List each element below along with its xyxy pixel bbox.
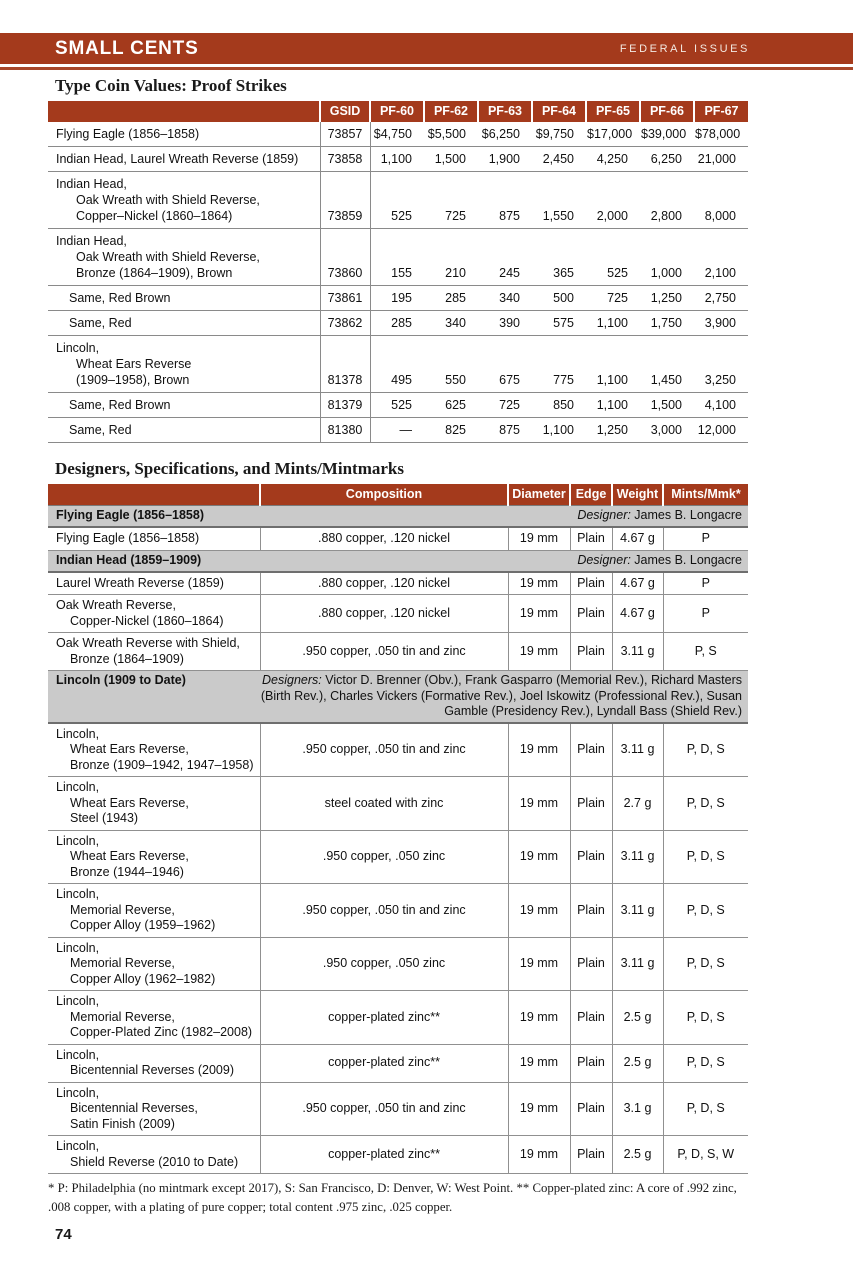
spec-header-row bbox=[48, 484, 748, 506]
coin-name-line: Oak Wreath Reverse, bbox=[56, 598, 176, 612]
value-cell: 3,250 bbox=[694, 336, 748, 393]
value-cell: 340 bbox=[424, 311, 478, 336]
coin-name-cell bbox=[48, 393, 320, 418]
mints-cell: P, D, S bbox=[663, 723, 748, 777]
coin-name-line: Shield Reverse (2010 to Date) bbox=[70, 1154, 239, 1169]
value-cell: 2,000 bbox=[586, 172, 640, 229]
content-column bbox=[48, 76, 748, 1217]
coin-name-cell bbox=[48, 937, 260, 991]
value-cell: 575 bbox=[532, 311, 586, 336]
gsid-cell: 73862 bbox=[320, 311, 370, 336]
coin-name-cell bbox=[48, 286, 320, 311]
spec-data-row bbox=[48, 884, 748, 938]
coin-name-cell bbox=[48, 1136, 260, 1174]
spec-band-cell bbox=[48, 671, 748, 723]
coin-name-line: Lincoln, bbox=[56, 1047, 100, 1062]
value-cell: $4,750 bbox=[370, 122, 424, 147]
proof-header-cell: GSID bbox=[320, 101, 370, 122]
value-cell: 1,000 bbox=[640, 229, 694, 286]
weight-cell: 3.11 g bbox=[612, 830, 663, 884]
spec-header-cell: Diameter bbox=[508, 484, 570, 506]
coin-name-line: Lincoln, bbox=[56, 726, 100, 741]
spec-header-cell: Mints/Mmk* bbox=[663, 484, 748, 506]
value-cell: 6,250 bbox=[640, 147, 694, 172]
coin-name-line: Wheat Ears Reverse bbox=[76, 357, 192, 371]
diameter-cell: 19 mm bbox=[508, 572, 570, 595]
gsid-cell: 81378 bbox=[320, 336, 370, 393]
diameter-cell: 19 mm bbox=[508, 991, 570, 1045]
mints-cell: P bbox=[663, 572, 748, 595]
weight-cell: 4.67 g bbox=[612, 572, 663, 595]
value-cell: 1,100 bbox=[586, 311, 640, 336]
coin-name-cell bbox=[48, 122, 320, 147]
mints-cell: P, D, S bbox=[663, 991, 748, 1045]
value-cell: 3,000 bbox=[640, 418, 694, 443]
value-cell: 2,800 bbox=[640, 172, 694, 229]
coin-name-cell bbox=[48, 527, 260, 550]
weight-cell: 4.67 g bbox=[612, 527, 663, 550]
spec-header-cell: Weight bbox=[612, 484, 663, 506]
value-cell: 2,450 bbox=[532, 147, 586, 172]
coin-name-line: Memorial Reverse, bbox=[70, 956, 175, 970]
coin-name-cell bbox=[48, 336, 320, 393]
weight-cell: 2.7 g bbox=[612, 777, 663, 831]
spec-band-content bbox=[48, 508, 742, 524]
diameter-cell: 19 mm bbox=[508, 1082, 570, 1136]
spec-band-designer: Designer: James B. Longacre bbox=[577, 508, 742, 522]
value-cell: 1,450 bbox=[640, 336, 694, 393]
composition-cell: copper-plated zinc** bbox=[260, 991, 508, 1045]
diameter-cell: 19 mm bbox=[508, 1044, 570, 1082]
spec-data-row bbox=[48, 572, 748, 595]
value-cell: 1,550 bbox=[532, 172, 586, 229]
spec-data-row bbox=[48, 830, 748, 884]
proof-header-cell: PF-64 bbox=[532, 101, 586, 122]
mints-cell: P, D, S bbox=[663, 1044, 748, 1082]
coin-name-line: Laurel Wreath Reverse (1859) bbox=[56, 575, 224, 590]
diameter-cell: 19 mm bbox=[508, 595, 570, 633]
composition-cell: steel coated with zinc bbox=[260, 777, 508, 831]
mints-cell: P, D, S bbox=[663, 937, 748, 991]
proof-header-cell: PF-65 bbox=[586, 101, 640, 122]
value-cell: 1,500 bbox=[640, 393, 694, 418]
value-cell: 340 bbox=[478, 286, 532, 311]
mints-cell: P bbox=[663, 595, 748, 633]
coin-name-line: Bronze (1864–1909), Brown bbox=[76, 266, 233, 280]
banner-title: SMALL CENTS bbox=[55, 37, 199, 59]
value-cell: 155 bbox=[370, 229, 424, 286]
value-cell: 12,000 bbox=[694, 418, 748, 443]
coin-name-line: Copper Alloy (1959–1962) bbox=[70, 918, 216, 932]
spec-band-designer: Designers: Victor D. Brenner (Obv.), Frank Gasparro (Memorial Rev.), Richard Masters (Birth Rev.), Charles Vickers (Formative Rev.), Joel Iskowitz (Professional Rev.), Susan Gamble (Presidency Rev.), Lyndall Bass (Shield Rev.) bbox=[260, 673, 742, 718]
spec-data-row bbox=[48, 1082, 748, 1136]
coin-name-cell bbox=[48, 830, 260, 884]
gsid-cell: 73860 bbox=[320, 229, 370, 286]
value-cell: 675 bbox=[478, 336, 532, 393]
coin-name-line: Same, Red bbox=[69, 423, 132, 437]
proof-table-body bbox=[48, 122, 748, 443]
coin-name-cell bbox=[48, 991, 260, 1045]
diameter-cell: 19 mm bbox=[508, 884, 570, 938]
mints-cell: P, D, S, W bbox=[663, 1136, 748, 1174]
composition-cell: .950 copper, .050 tin and zinc bbox=[260, 884, 508, 938]
coin-name-line: (1909–1958), Brown bbox=[76, 373, 190, 387]
weight-cell: 3.11 g bbox=[612, 884, 663, 938]
coin-name-line: Indian Head, bbox=[56, 234, 127, 248]
coin-name-line: Copper Alloy (1962–1982) bbox=[70, 971, 216, 986]
coin-name-line: Oak Wreath Reverse with Shield, bbox=[56, 636, 240, 650]
value-cell: 550 bbox=[424, 336, 478, 393]
coin-name-cell bbox=[48, 595, 260, 633]
spec-band-designer: Designer: James B. Longacre bbox=[577, 552, 742, 567]
coin-name-line: Bronze (1909–1942, 1947–1958) bbox=[70, 757, 254, 772]
mints-cell: P, D, S bbox=[663, 1082, 748, 1136]
composition-cell: .880 copper, .120 nickel bbox=[260, 572, 508, 595]
coin-name-cell bbox=[48, 311, 320, 336]
weight-cell: 2.5 g bbox=[612, 991, 663, 1045]
coin-name-line: Lincoln, bbox=[56, 1085, 100, 1100]
spec-band-content bbox=[48, 553, 742, 569]
coin-name-line: Satin Finish (2009) bbox=[70, 1116, 175, 1131]
spec-data-row bbox=[48, 937, 748, 991]
spec-band-label: Indian Head (1859–1909) bbox=[56, 552, 202, 567]
value-cell: 725 bbox=[586, 286, 640, 311]
coin-name-cell bbox=[48, 777, 260, 831]
banner-rule bbox=[0, 67, 853, 70]
value-cell: 285 bbox=[370, 311, 424, 336]
value-cell: 1,250 bbox=[586, 418, 640, 443]
coin-name-line: Steel (1943) bbox=[70, 811, 139, 825]
composition-cell: .950 copper, .050 tin and zinc bbox=[260, 1082, 508, 1136]
spec-band-label: Flying Eagle (1856–1858) bbox=[56, 508, 204, 522]
composition-cell: .950 copper, .050 zinc bbox=[260, 937, 508, 991]
spec-band-cell bbox=[48, 550, 748, 572]
weight-cell: 4.67 g bbox=[612, 595, 663, 633]
coin-name-line: Lincoln, bbox=[56, 780, 100, 794]
value-cell: 525 bbox=[586, 229, 640, 286]
coin-name-cell bbox=[48, 147, 320, 172]
coin-name-line: Wheat Ears Reverse, bbox=[70, 849, 189, 863]
coin-name-line: Lincoln, bbox=[56, 341, 100, 355]
spec-data-row bbox=[48, 777, 748, 831]
page-banner bbox=[0, 33, 853, 64]
value-cell: 285 bbox=[424, 286, 478, 311]
coin-name-line: Indian Head, Laurel Wreath Reverse (1859) bbox=[56, 152, 299, 166]
coin-name-line: Flying Eagle (1856–1858) bbox=[56, 531, 200, 545]
coin-name-line: Wheat Ears Reverse, bbox=[70, 742, 189, 756]
designer-prefix: Designer: bbox=[577, 552, 631, 567]
composition-cell: .950 copper, .050 tin and zinc bbox=[260, 633, 508, 671]
mints-cell: P, D, S bbox=[663, 884, 748, 938]
mints-cell: P, D, S bbox=[663, 830, 748, 884]
value-cell: 1,100 bbox=[532, 418, 586, 443]
value-cell: 1,500 bbox=[424, 147, 478, 172]
coin-name-cell bbox=[48, 723, 260, 777]
edge-cell: Plain bbox=[570, 527, 612, 550]
proof-section-title: Type Coin Values: Proof Strikes bbox=[55, 76, 287, 95]
coin-name-line: Same, Red Brown bbox=[69, 398, 171, 412]
value-cell: 625 bbox=[424, 393, 478, 418]
coin-name-cell bbox=[48, 572, 260, 595]
edge-cell: Plain bbox=[570, 937, 612, 991]
diameter-cell: 19 mm bbox=[508, 777, 570, 831]
spec-band-row bbox=[48, 550, 748, 572]
diameter-cell: 19 mm bbox=[508, 527, 570, 550]
spec-data-row bbox=[48, 527, 748, 550]
value-cell: 525 bbox=[370, 393, 424, 418]
value-cell: 210 bbox=[424, 229, 478, 286]
weight-cell: 3.1 g bbox=[612, 1082, 663, 1136]
proof-table-head bbox=[48, 101, 748, 122]
value-cell: 390 bbox=[478, 311, 532, 336]
value-cell: 1,100 bbox=[370, 147, 424, 172]
coin-name-line: Bicentennial Reverses, bbox=[70, 1101, 198, 1115]
composition-cell: .880 copper, .120 nickel bbox=[260, 527, 508, 550]
coin-name-line: Indian Head, bbox=[56, 177, 127, 191]
coin-name-cell bbox=[48, 633, 260, 671]
edge-cell: Plain bbox=[570, 633, 612, 671]
coin-name-line: Wheat Ears Reverse, bbox=[70, 795, 189, 810]
value-cell: 365 bbox=[532, 229, 586, 286]
value-cell: 245 bbox=[478, 229, 532, 286]
coin-name-cell bbox=[48, 229, 320, 286]
value-cell: 195 bbox=[370, 286, 424, 311]
value-cell: 825 bbox=[424, 418, 478, 443]
value-cell: 725 bbox=[478, 393, 532, 418]
spec-table-body bbox=[48, 506, 748, 1174]
spec-data-row bbox=[48, 633, 748, 671]
gsid-cell: 73861 bbox=[320, 286, 370, 311]
value-cell: 2,750 bbox=[694, 286, 748, 311]
value-cell: $5,500 bbox=[424, 122, 478, 147]
edge-cell: Plain bbox=[570, 884, 612, 938]
value-cell: 495 bbox=[370, 336, 424, 393]
edge-cell: Plain bbox=[570, 595, 612, 633]
diameter-cell: 19 mm bbox=[508, 830, 570, 884]
proof-table-row bbox=[48, 147, 748, 172]
spec-band-content bbox=[48, 673, 742, 720]
coin-name-line: Bicentennial Reverses (2009) bbox=[70, 1063, 234, 1077]
value-cell: 525 bbox=[370, 172, 424, 229]
proof-table-row bbox=[48, 418, 748, 443]
coin-name-line: Bronze (1944–1946) bbox=[70, 864, 184, 879]
value-cell: 1,250 bbox=[640, 286, 694, 311]
value-cell: 1,100 bbox=[586, 393, 640, 418]
edge-cell: Plain bbox=[570, 991, 612, 1045]
coin-name-line: Oak Wreath with Shield Reverse, bbox=[76, 250, 260, 264]
spec-data-row bbox=[48, 723, 748, 777]
coin-name-line: Copper-Plated Zinc (1982–2008) bbox=[70, 1025, 253, 1039]
coin-name-line: Lincoln, bbox=[56, 833, 100, 848]
spec-data-row bbox=[48, 991, 748, 1045]
edge-cell: Plain bbox=[570, 1044, 612, 1082]
value-cell: 21,000 bbox=[694, 147, 748, 172]
weight-cell: 2.5 g bbox=[612, 1044, 663, 1082]
proof-header-cell: PF-62 bbox=[424, 101, 478, 122]
value-cell: 725 bbox=[424, 172, 478, 229]
value-cell: 850 bbox=[532, 393, 586, 418]
value-cell: 1,750 bbox=[640, 311, 694, 336]
value-cell: 775 bbox=[532, 336, 586, 393]
spec-data-row bbox=[48, 1136, 748, 1174]
spec-table bbox=[48, 484, 748, 1174]
proof-header-cell: PF-67 bbox=[694, 101, 748, 122]
diameter-cell: 19 mm bbox=[508, 937, 570, 991]
proof-header-name-cell bbox=[48, 101, 320, 122]
spec-band-row bbox=[48, 671, 748, 723]
footnote: * P: Philadelphia (no mintmark except 2017), S: San Francisco, D: Denver, W: West Point. ** Copper-plated zinc: A core of .992 zinc, .008 copper, with a plating of pure copper; total content .975 zinc, .025 copper. bbox=[48, 1181, 737, 1214]
value-cell: $6,250 bbox=[478, 122, 532, 147]
edge-cell: Plain bbox=[570, 723, 612, 777]
value-cell: $39,000 bbox=[640, 122, 694, 147]
weight-cell: 2.5 g bbox=[612, 1136, 663, 1174]
value-cell: 4,100 bbox=[694, 393, 748, 418]
value-cell: 500 bbox=[532, 286, 586, 311]
weight-cell: 3.11 g bbox=[612, 633, 663, 671]
spec-header-cell: Edge bbox=[570, 484, 612, 506]
spec-header-name-cell bbox=[48, 484, 260, 506]
value-cell: 2,100 bbox=[694, 229, 748, 286]
mints-cell: P, S bbox=[663, 633, 748, 671]
edge-cell: Plain bbox=[570, 572, 612, 595]
coin-name-line: Lincoln, bbox=[56, 887, 100, 901]
proof-table-row bbox=[48, 172, 748, 229]
coin-name-line: Same, Red Brown bbox=[69, 291, 171, 305]
coin-name-line: Copper-Nickel (1860–1864) bbox=[70, 613, 224, 628]
diameter-cell: 19 mm bbox=[508, 633, 570, 671]
proof-values-table bbox=[48, 101, 748, 443]
coin-name-line: Oak Wreath with Shield Reverse, bbox=[76, 193, 260, 207]
coin-name-cell bbox=[48, 884, 260, 938]
proof-table-row bbox=[48, 311, 748, 336]
value-cell: 8,000 bbox=[694, 172, 748, 229]
spec-section-title: Designers, Specifications, and Mints/Mintmarks bbox=[55, 459, 404, 478]
page-number: 74 bbox=[55, 1226, 72, 1243]
proof-header-cell: PF-66 bbox=[640, 101, 694, 122]
spec-band-label: Lincoln (1909 to Date) bbox=[56, 673, 186, 687]
gsid-cell: 73859 bbox=[320, 172, 370, 229]
composition-cell: .950 copper, .050 zinc bbox=[260, 830, 508, 884]
value-cell: — bbox=[370, 418, 424, 443]
value-cell: 1,900 bbox=[478, 147, 532, 172]
coin-name-line: Flying Eagle (1856–1858) bbox=[56, 127, 200, 141]
composition-cell: copper-plated zinc** bbox=[260, 1044, 508, 1082]
spec-table-head bbox=[48, 484, 748, 506]
coin-name-line: Memorial Reverse, bbox=[70, 902, 175, 917]
composition-cell: copper-plated zinc** bbox=[260, 1136, 508, 1174]
proof-header-cell: PF-63 bbox=[478, 101, 532, 122]
mints-cell: P, D, S bbox=[663, 777, 748, 831]
spec-band-cell bbox=[48, 506, 748, 528]
edge-cell: Plain bbox=[570, 1136, 612, 1174]
edge-cell: Plain bbox=[570, 830, 612, 884]
spec-data-row bbox=[48, 1044, 748, 1082]
coin-name-line: Copper–Nickel (1860–1864) bbox=[76, 209, 233, 223]
composition-cell: .950 copper, .050 tin and zinc bbox=[260, 723, 508, 777]
proof-header-row bbox=[48, 101, 748, 122]
coin-name-cell bbox=[48, 172, 320, 229]
proof-header-cell: PF-60 bbox=[370, 101, 424, 122]
gsid-cell: 81380 bbox=[320, 418, 370, 443]
proof-table-row bbox=[48, 229, 748, 286]
weight-cell: 3.11 g bbox=[612, 937, 663, 991]
coin-name-cell bbox=[48, 1044, 260, 1082]
coin-name-line: Lincoln, bbox=[56, 1139, 100, 1153]
value-cell: $17,000 bbox=[586, 122, 640, 147]
banner-right-label: FEDERAL ISSUES bbox=[619, 42, 750, 55]
diameter-cell: 19 mm bbox=[508, 1136, 570, 1174]
spec-data-row bbox=[48, 595, 748, 633]
coin-name-line: Lincoln, bbox=[56, 940, 100, 955]
value-cell: $78,000 bbox=[694, 122, 748, 147]
value-cell: 3,900 bbox=[694, 311, 748, 336]
designer-prefix: Designers: bbox=[262, 673, 322, 687]
proof-table-row bbox=[48, 122, 748, 147]
weight-cell: 3.11 g bbox=[612, 723, 663, 777]
gsid-cell: 81379 bbox=[320, 393, 370, 418]
diameter-cell: 19 mm bbox=[508, 723, 570, 777]
composition-cell: .880 copper, .120 nickel bbox=[260, 595, 508, 633]
value-cell: $9,750 bbox=[532, 122, 586, 147]
coin-name-line: Memorial Reverse, bbox=[70, 1009, 175, 1024]
value-cell: 875 bbox=[478, 172, 532, 229]
coin-name-line: Bronze (1864–1909) bbox=[70, 651, 184, 666]
gsid-cell: 73857 bbox=[320, 122, 370, 147]
designer-prefix: Designer: bbox=[577, 508, 631, 522]
value-cell: 1,100 bbox=[586, 336, 640, 393]
coin-name-line: Lincoln, bbox=[56, 994, 100, 1008]
spec-band-row bbox=[48, 506, 748, 528]
coin-name-line: Same, Red bbox=[69, 316, 132, 330]
spec-header-cell: Composition bbox=[260, 484, 508, 506]
proof-table-row bbox=[48, 286, 748, 311]
coin-name-cell bbox=[48, 418, 320, 443]
proof-table-row bbox=[48, 393, 748, 418]
edge-cell: Plain bbox=[570, 1082, 612, 1136]
mints-cell: P bbox=[663, 527, 748, 550]
value-cell: 875 bbox=[478, 418, 532, 443]
value-cell: 4,250 bbox=[586, 147, 640, 172]
gsid-cell: 73858 bbox=[320, 147, 370, 172]
coin-name-cell bbox=[48, 1082, 260, 1136]
edge-cell: Plain bbox=[570, 777, 612, 831]
proof-table-row bbox=[48, 336, 748, 393]
